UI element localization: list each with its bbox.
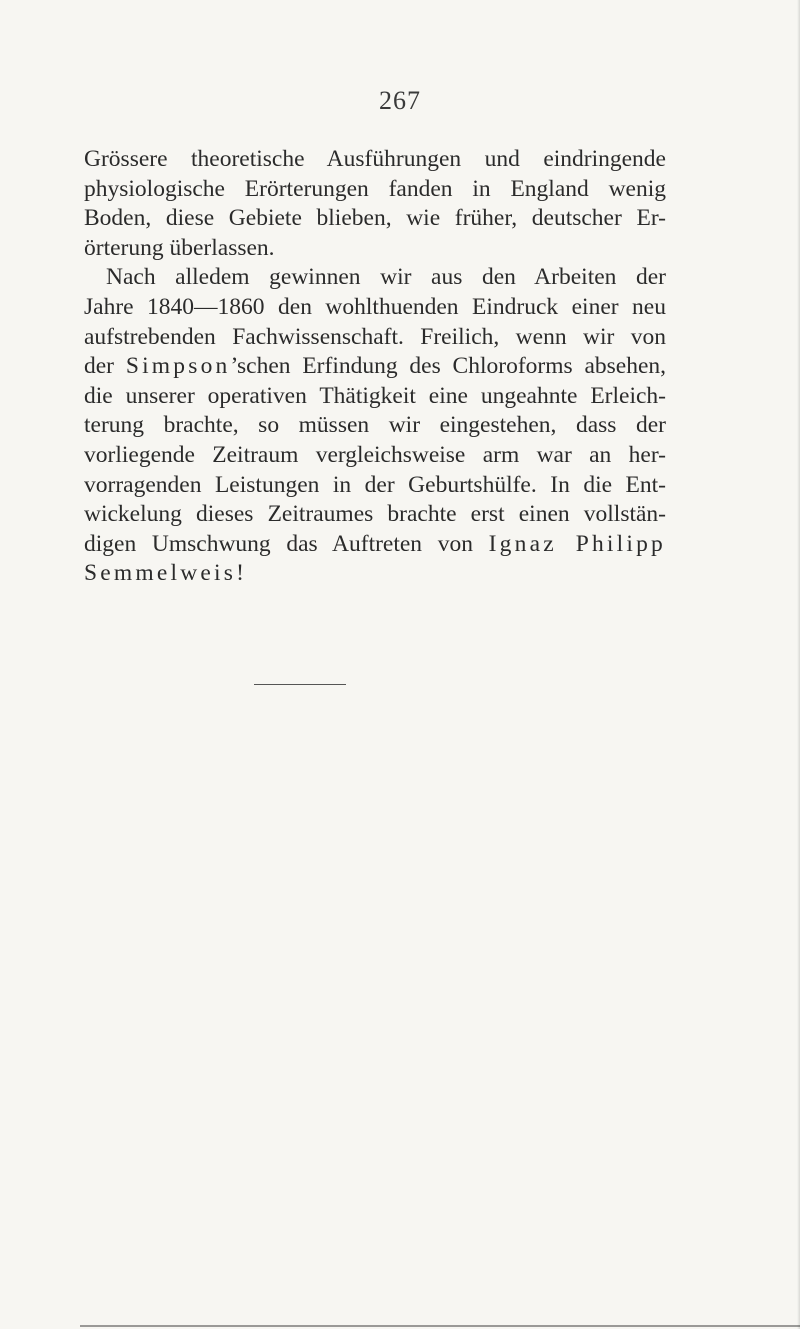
text-line: [84, 530, 666, 560]
text-fragment: !: [236, 560, 244, 587]
paragraph-2: [84, 263, 666, 589]
text-line: [84, 559, 666, 589]
text-line: die unserer operativen Thätigkeit eine ungeahnte Erleich-: [84, 382, 666, 409]
text-line: vorliegende Zeitraum vergleichsweise arm war an her-: [84, 441, 666, 468]
paragraph-1: [84, 145, 666, 263]
text-line: [84, 352, 666, 382]
person-name-simpson: Simpson: [125, 353, 231, 380]
section-divider: [254, 684, 346, 685]
person-name-semmelweis: Semmelweis: [84, 560, 237, 587]
text-fragment: digen Umschwung das Auftreten von: [84, 530, 489, 557]
text-line: vorragenden Leistungen in der Geburtshülfe. In die Ent-: [84, 471, 666, 498]
person-name-ignaz-philipp: Ignaz Philipp: [488, 530, 666, 557]
text-line: aufstrebenden Fachwissenschaft. Freilich, wenn wir von: [84, 323, 666, 350]
text-line: wickelung dieses Zeitraumes brachte erst einen vollstän-: [84, 501, 666, 528]
text-line: Nach alledem gewinnen wir aus den Arbeiten der: [106, 264, 666, 291]
text-fragment: ’schen Erfindung des Chloroforms absehen,: [230, 353, 666, 380]
page-bottom-edge: [80, 1325, 800, 1327]
text-line: Grössere theoretische Ausführungen und eindringende: [84, 146, 666, 172]
text-line: örterung überlassen.: [84, 234, 275, 261]
text-line: Jahre 1840—1860 den wohlthuenden Eindruck einer neu: [84, 293, 666, 320]
text-line: terung brachte, so müssen wir eingestehen, dass der: [84, 412, 666, 439]
text-line: Boden, diese Gebiete blieben, wie früher, deutscher Er-: [84, 205, 666, 232]
page-number: 267: [379, 86, 421, 115]
body-text: [84, 145, 666, 589]
text-line: physiologische Erörterungen fanden in England wenig: [84, 175, 666, 202]
text-fragment: der: [84, 353, 126, 380]
